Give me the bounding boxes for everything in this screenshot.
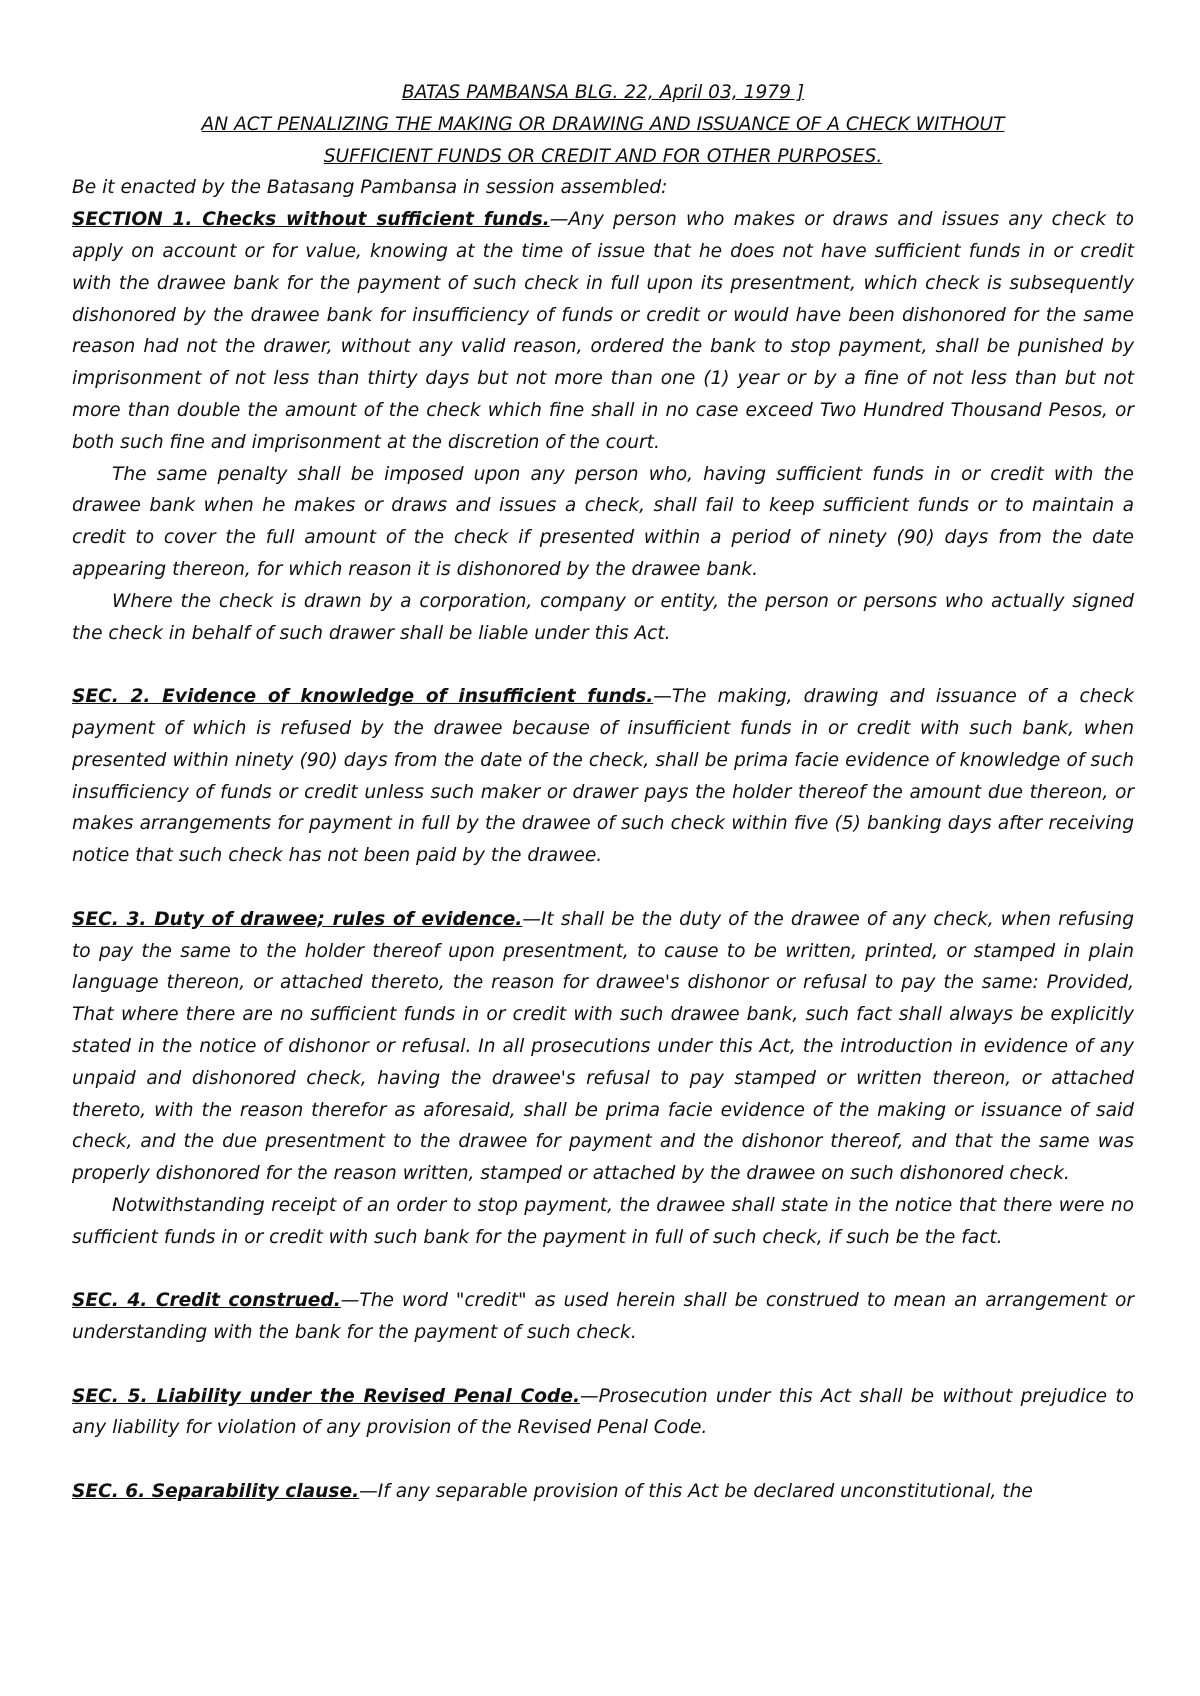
section-5 [72, 1381, 1134, 1445]
section-4-body: —The word "credit" as used herein shall be construed to mean an arrangement or understanding with the bank for the payment of such check. [72, 1290, 1134, 1344]
section-3-heading: SEC. 3. Duty of drawee; rules of evidence. [72, 908, 523, 930]
section-6 [72, 1476, 1134, 1508]
section-6-body: —If any separable provision of this Act be declared unconstitutional, the [359, 1481, 1033, 1503]
section-3-paragraph-2: Notwithstanding receipt of an order to stop payment, the drawee shall state in the notice that there were no sufficient funds in or credit with such bank for the payment in full of such check, if such be the fact. [72, 1194, 1134, 1248]
section-3 [72, 904, 1134, 1190]
spacer [72, 649, 1134, 681]
section-1-paragraph-2: The same penalty shall be imposed upon any person who, having sufficient funds in or credit with the drawee bank when he makes or draws and issues a check, shall fail to keep sufficient funds or to maintain a credit to cover the full amount of the check if presented within a period of ninety (90) days from the date appearing thereon, for which reason it is dishonored by the drawee bank. [72, 463, 1134, 580]
spacer [72, 872, 1134, 904]
section-1-heading: SECTION 1. Checks without sufficient funds. [72, 209, 550, 231]
section-1-paragraph-3: Where the check is drawn by a corporation, company or entity, the person or persons who actually signed the check in behalf of such drawer shall be liable under this Act. [72, 590, 1134, 644]
section-1 [72, 204, 1134, 458]
section-4-heading: SEC. 4. Credit construed. [72, 1290, 341, 1312]
section-6-heading: SEC. 6. Separability clause. [72, 1481, 360, 1503]
document-title: BATAS PAMBANSA BLG. 22, April 03, 1979 ] [401, 82, 805, 103]
act-heading-line-2: SUFFICIENT FUNDS OR CREDIT AND FOR OTHER PURPOSES. [323, 145, 883, 167]
spacer [72, 1349, 1134, 1381]
enacting-clause: Be it enacted by the Batasang Pambansa in session assembled: [72, 177, 668, 199]
section-3-body: —It shall be the duty of the drawee of any check, when refusing to pay the same to the holder thereof upon presentment, to cause to be written, printed, or stamped in plain language thereon, or attached thereto, the reason for drawee's dishonor or refusal to pay the same: Provided, That where there are no sufficient funds in or credit with such drawee bank, such fact shall always be explicitly stated in the notice of dishonor or refusal. In all prosecutions under this Act, the introduction in evidence of any unpaid and dishonored check, having the drawee's refusal to pay stamped or written thereon, or attached thereto, with the reason therefor as aforesaid, shall be prima facie evidence of the making or issuance of said check, and the due presentment to the drawee for payment and the dishonor thereof, and that the same was properly dishonored for the reason written, stamped or attached by the drawee on such dishonored check. [72, 908, 1134, 1185]
section-2 [72, 681, 1134, 872]
section-2-heading: SEC. 2. Evidence of knowledge of insufficient funds. [72, 686, 654, 708]
section-5-body: —Prosecution under this Act shall be without prejudice to any liability for violation of any provision of the Revised Penal Code. [72, 1385, 1134, 1439]
act-heading-line-1: AN ACT PENALIZING THE MAKING OR DRAWING AND ISSUANCE OF A CHECK WITHOUT [201, 113, 1005, 135]
section-5-heading: SEC. 5. Liability under the Revised Penal Code. [72, 1385, 581, 1407]
section-4 [72, 1285, 1134, 1349]
section-1-body: —Any person who makes or draws and issues any check to apply on account or for value, knowing at the time of issue that he does not have sufficient funds in or credit with the drawee bank for the payment of such check in full upon its presentment, which check is subsequently dishonored by the drawee bank for insufficiency of funds or credit or would have been dishonored for the same reason had not the drawer, without any valid reason, ordered the bank to stop payment, shall be punished by imprisonment of not less than thirty days but not more than one (1) year or by a fine of not less than but not more than double the amount of the check which fine shall in no case exceed Two Hundred Thousand Pesos, or both such fine and imprisonment at the discretion of the court. [72, 209, 1134, 453]
spacer [72, 1444, 1134, 1476]
section-2-body: —The making, drawing and issuance of a check payment of which is refused by the drawee because of insufficient funds in or credit with such bank, when presented within ninety (90) days from the date of the check, shall be prima facie evidence of knowledge of such insufficiency of funds or credit unless such maker or drawer pays the holder thereof the amount due thereon, or makes arrangements for payment in full by the drawee of such check within five (5) banking days after receiving notice that such check has not been paid by the drawee. [72, 686, 1134, 867]
spacer [72, 1253, 1134, 1285]
